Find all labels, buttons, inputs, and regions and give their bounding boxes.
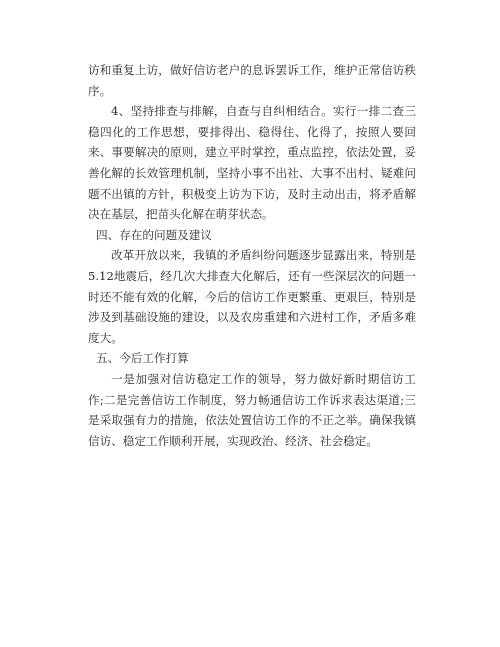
section-heading-4: 四、存在的问题及建议: [96, 227, 212, 242]
paragraph-problems: 改革开放以来，我镇的矛盾纠纷问题逐步显露出来，特别是5.12地震后，经几次大排查大化解后，还有一些深层次的问题一时还不能有效的化解，今后的信访工作更繁重、更艰巨，特别是涉及到基础设施的建设，以及农房重建和六进村工作，矛盾多难度大。: [88, 248, 416, 345]
document-body: [88, 60, 416, 451]
paragraph-plans: 一是加强对信访稳定工作的领导，努力做好新时期信访工作;二是完善信访工作制度，努力畅通信访工作诉求表达渠道;三是采取强有力的措施，依法处置信访工作的不正之举。确保我镇信访、稳定工作顺利开展，实现政治、经济、社会稳定。: [88, 371, 416, 448]
section-heading-5: 五、今后工作打算: [96, 351, 189, 366]
paragraph-item-4: 4、坚持排查与排解，自查与自纠相结合。实行一排二查三稳四化的工作思想，要排得出、稳得住、化得了，按照人要回来、事要解决的原则，建立平时掌控，重点监控，依法处置，妥善化解的长效管理机制，坚持小事不出社、大事不出村、疑难问题不出镇的方针，积极变上访为下访，及时主动出击，将矛盾解决在基层，把苗头化解在萌芽状态。: [88, 104, 416, 222]
paragraph-continuation: 访和重复上访，做好信访老户的息诉罢诉工作，维护正常信访秩序。: [88, 63, 416, 98]
